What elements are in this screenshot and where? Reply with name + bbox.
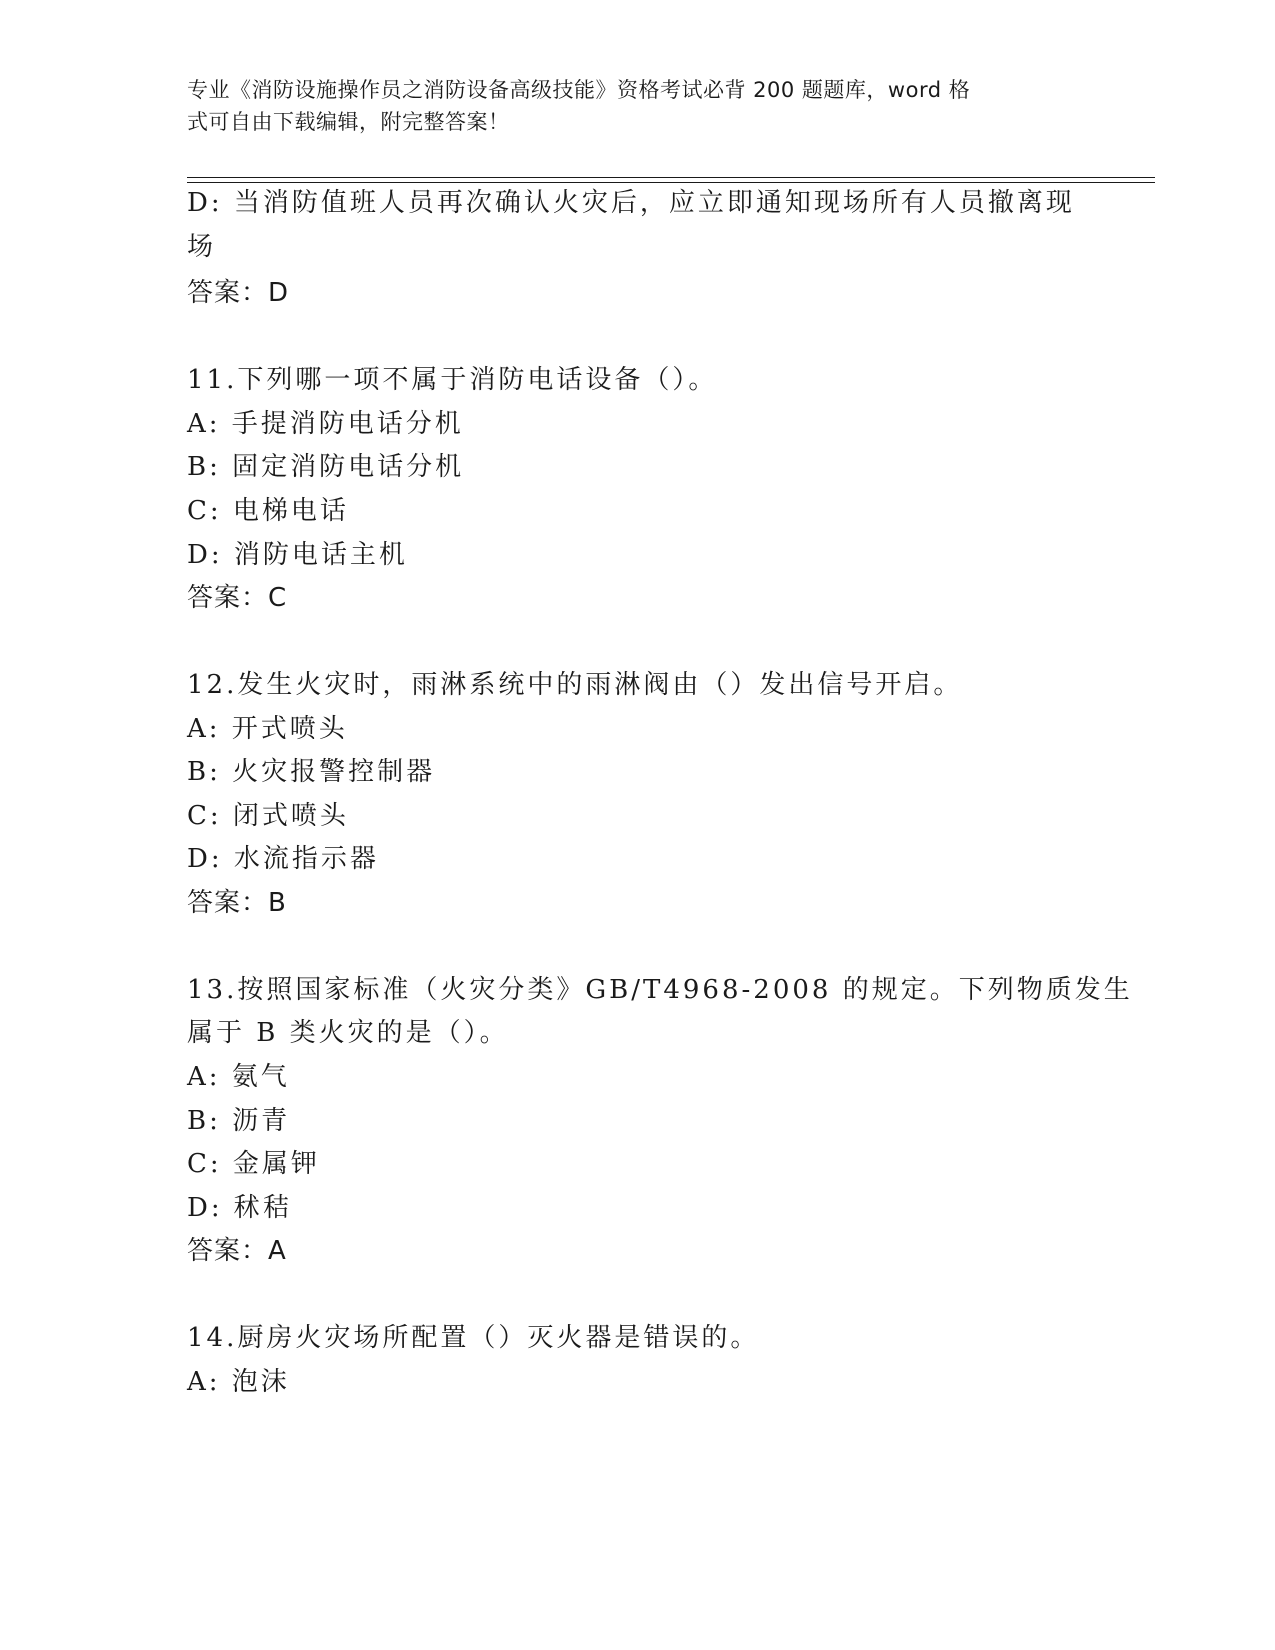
q13-option-d: D: 秫秸 — [187, 1193, 292, 1223]
q13-question-line2: 属于 B 类火灾的是（）。 — [187, 1018, 509, 1048]
header-divider-top — [187, 177, 1155, 178]
q11-option-c: C: 电梯电话 — [187, 496, 349, 526]
q11-option-a: A: 手提消防电话分机 — [187, 409, 464, 439]
q13-option-a: A: 氨气 — [187, 1062, 290, 1092]
q13-question-line1: 13.按照国家标准（火灾分类》GB/T4968-2008 的规定。下列物质发生 — [187, 975, 1133, 1005]
q13-option-c: C: 金属钾 — [187, 1149, 320, 1179]
q14-question: 14.厨房火灾场所配置（）灭火器是错误的。 — [187, 1323, 760, 1353]
q10-answer: 答案：D — [187, 278, 290, 308]
q11-option-b: B: 固定消防电话分机 — [187, 452, 465, 482]
q13-option-b: B: 沥青 — [187, 1106, 291, 1136]
q12-question: 12.发生火灾时，雨淋系统中的雨淋阀由（）发出信号开启。 — [187, 670, 963, 700]
header-line-2: 式可自由下载编辑，附完整答案！ — [187, 110, 510, 134]
q10-option-d-line2: 场 — [187, 232, 217, 262]
q12-option-a: A: 开式喷头 — [187, 714, 348, 744]
q11-option-d: D: 消防电话主机 — [187, 540, 408, 570]
q12-option-b: B: 火灾报警控制器 — [187, 757, 436, 787]
q13-answer: 答案：A — [187, 1236, 287, 1266]
document-header — [187, 74, 1067, 138]
q11-question: 11.下列哪一项不属于消防电话设备（）。 — [187, 365, 718, 395]
q11-answer: 答案：C — [187, 583, 288, 613]
q12-answer: 答案：B — [187, 888, 287, 918]
q10-option-d-line1: D: 当消防值班人员再次确认火灾后，应立即通知现场所有人员撤离现 — [187, 188, 1075, 218]
q12-option-d: D: 水流指示器 — [187, 844, 379, 874]
q14-option-a: A: 泡沫 — [187, 1367, 290, 1397]
header-line-1: 专业《消防设施操作员之消防设备高级技能》资格考试必背 200 题题库，word 格 — [187, 78, 971, 102]
q12-option-c: C: 闭式喷头 — [187, 801, 349, 831]
header-divider-bottom — [187, 182, 1155, 183]
